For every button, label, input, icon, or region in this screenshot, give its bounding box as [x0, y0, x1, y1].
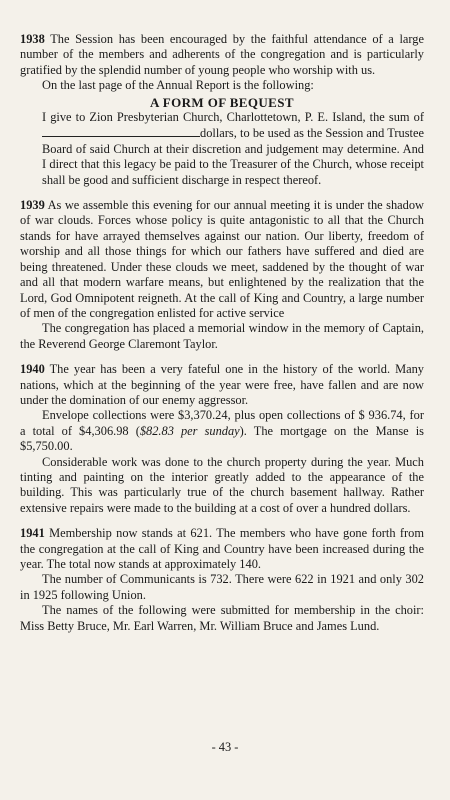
paragraph-1938: [20, 32, 424, 78]
page-number: - 43 -: [211, 740, 239, 754]
text-1940-p2b: ). The mortgage on the Manse is $5,750.00.: [20, 423, 424, 454]
text-1940-p2a: Envelope collections were $3,370.24, plus open collections of $ 936.74, for a total of $4,306.98 (: [20, 408, 424, 438]
text-1939-p1: As we assemble this evening for our annual meeting it is under the shadow of war clouds. Forces whose policy is quite antagonistic to all that the Church stands for have arrayed themselves against our nation. Our liberty, freedom of worship and all those things for which our fathers have suffered and died are being threatened. Under these clouds we meet, saddened by the thought of war and all that modern warfare means, but enlightened by the realization that the Lord, God Omnipotent reigneth. At the call of King and Country, a large number of men of the congregation enlisted for active service: [20, 198, 424, 320]
text-1938-p1: The Session has been encouraged by the faithful attendance of a large number of the members and adherents of the congregation and is particularly gratified by the splendid number of young people who worship with us.: [20, 32, 425, 77]
year-1939: 1939: [20, 198, 45, 213]
paragraph-1941: [20, 526, 424, 572]
bequest-blank-line: [42, 125, 200, 137]
bequest-heading: A FORM OF BEQUEST: [150, 94, 294, 110]
text-1941-p1: Membership now stands at 621. The members who have gone forth from the congregation at the call of King and Country have been increased during the year. The total now stands at approximately 140.: [20, 526, 424, 571]
paragraph-1939: [20, 198, 424, 321]
text-1941-p3: The names of the following were submitted for membership in the choir: Miss Betty Bruce, Mr. Earl Warren, Mr. William Bruce and James Lund.: [20, 603, 424, 633]
year-1938: 1938: [20, 32, 45, 46]
year-1940: 1940: [20, 362, 45, 377]
text-1940-p3: Considerable work was done to the church property during the year. Much tinting and painting on the interior greatly added to the appearance of the building. This was particularly true of the church basement hallway. Rather extensive repairs were made to the building at a cost of over a hundred dollars.: [20, 454, 424, 515]
bequest-text: [42, 110, 424, 188]
bequest-text-a: I give to Zion Presbyterian Church, Charlottetown, P. E. Island, the sum of: [42, 110, 424, 125]
text-1938-p2: On the last page of the Annual Report is the following:: [42, 78, 314, 93]
text-1940-p2: [20, 408, 424, 454]
bequest-text-b: dollars, to be used as the Session and Trustee Board of said Church at their discretion and judgement may determine. And I direct that this legacy be paid to the Treasurer of the Church, whose receipt shall be good and sufficient discharge in respect thereof.: [42, 126, 424, 187]
year-1941: 1941: [20, 526, 45, 541]
text-1941-p2: The number of Communicants is 732. There were 622 in 1921 and only 302 in 1925 following Union.: [20, 572, 424, 602]
text-1940-p2-italic: $82.83 per sunday: [139, 423, 240, 438]
paragraph-1940: [20, 362, 424, 408]
text-1939-p2: The congregation has placed a memorial window in the memory of Captain, the Reverend George Claremont Taylor.: [20, 321, 424, 351]
text-1940-p1: The year has been a very fateful one in the history of the world. Many nations, which at the beginning of the year were free, have fallen and are now under the domination of our enemy aggressor.: [20, 362, 424, 407]
